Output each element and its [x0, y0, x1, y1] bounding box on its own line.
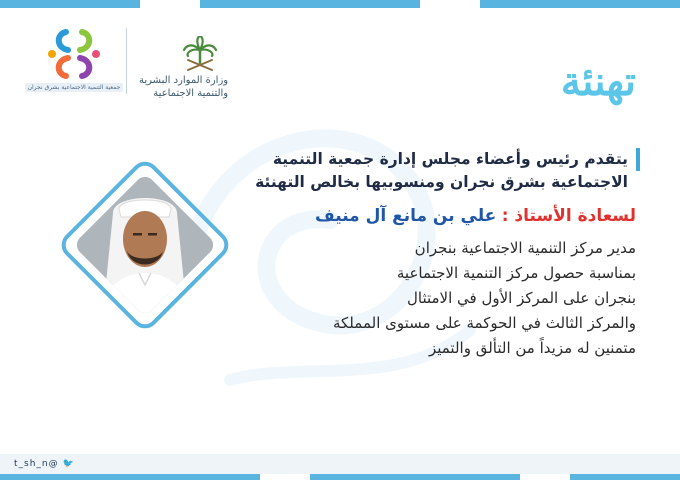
honoree-line	[315, 206, 636, 226]
top-bar-gap	[140, 0, 200, 8]
portrait-photo	[73, 173, 217, 317]
person-portrait-icon	[73, 173, 217, 317]
body-line: مدير مركز التنمية الاجتماعية بنجران	[414, 239, 636, 257]
association-caption: جمعية التنمية الاجتماعية بشرق نجران	[25, 83, 124, 92]
twitter-icon: 🐦	[62, 459, 75, 469]
handle-text: t_sh_n@	[14, 459, 59, 469]
bottom-accent-bar	[0, 474, 680, 480]
ministry-name-line1: وزارة الموارد البشرية	[139, 75, 229, 86]
greeting-heading	[210, 148, 640, 194]
honoree-name: علي بن مانع آل منيف	[315, 206, 497, 226]
twitter-handle[interactable]	[14, 459, 75, 469]
ministry-logo	[139, 26, 228, 100]
bottom-bar-gap	[260, 474, 310, 480]
footer-bar	[0, 454, 680, 480]
honorific-title: لسعادة الأستاذ :	[501, 206, 636, 226]
top-bar-gap	[420, 0, 480, 8]
body-line: بمناسبة حصول مركز التنمية الاجتماعية	[396, 264, 636, 282]
body-line: بنجران على المركز الأول في الامتثال	[406, 289, 636, 307]
heading-line-2: الاجتماعية بشرق نجران ومنسوبيها بخالص التهنئة	[255, 173, 628, 191]
association-emblem-icon	[46, 26, 102, 82]
top-accent-bar	[0, 0, 680, 8]
palm-emblem-icon	[182, 36, 218, 74]
association-logo	[27, 26, 121, 92]
ministry-name-line2: والتنمية الاجتماعية	[153, 88, 229, 99]
logos-group	[27, 26, 229, 100]
message-body	[256, 236, 636, 361]
body-line: والمركز الثالث في الحوكمة على مستوى المملكة	[332, 314, 636, 332]
logo-divider	[126, 28, 127, 94]
body-line: متمنين له مزيداً من التألق والتميز	[428, 339, 636, 357]
bottom-bar-gap	[520, 474, 570, 480]
portrait-frame	[60, 160, 230, 330]
congratulations-title: تهنئة	[560, 58, 636, 105]
heading-line-1: يتقدم رئيس وأعضاء مجلس إدارة جمعية التنمية	[210, 148, 640, 171]
